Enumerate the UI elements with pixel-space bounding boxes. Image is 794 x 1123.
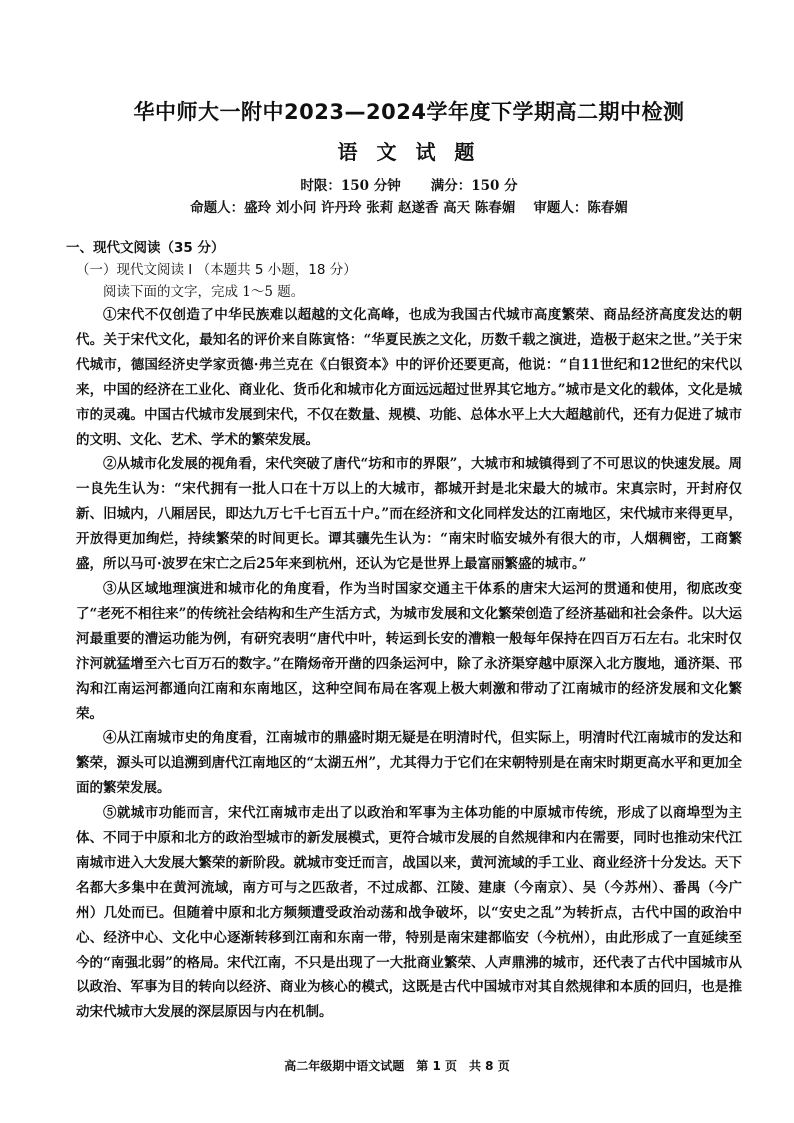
time-limit: 时限：150 分钟 [300, 178, 401, 194]
page-footer: 高二年级期中语文试题 第 1 页 共 8 页 [284, 1059, 510, 1073]
paragraph-1: ①宋代不仅创造了中华民族难以超越的文化高峰，也成为我国古代城市高度繁荣、商品经济高度发达的朝代。关于宋代文化，最知名的评价来自陈寅恪：“华夏民族之文化，历数千载之演进，造极于赵宋之世。”关于宋代城市，德国经济史学家贡德·弗兰克在《白银资本》中的评价还要更高，他说：“自11世纪和12世纪的宋代以来，中国的经济在工业化、商业化、货币化和城市化方面远远超过世界其它地方。”城市是文化的载体，文化是城市的灵魂。中国古代城市发展到宋代，不仅在数量、规模、功能、总体水平上大大超越前代，还有力促进了城市的文明、文化、艺术、学术的繁荣发展。 [76, 307, 742, 448]
paragraph-5: ⑤就城市功能而言，宋代江南城市走出了以政治和军事为主体功能的中原城市传统，形成了以商埠型为主体、不同于中原和北方的政治型城市的新发展模式，更符合城市发展的自然规律和内在需要，同时也推动宋代江南城市进入大发展大繁荣的新阶段。就城市变迁而言，战国以来，黄河流域的手工业、商业经济十分发达。天下名都大多集中在黄河流域，南方可与之匹敌者，不过成都、江陵、建康（今南京）、吴（今苏州）、番禺（今广州）几处而已。但随着中原和北方频频遭受政治动荡和战争破坏，以“安史之乱”为转折点，古代中国的政治中心、经济中心、文化中心逐渐转移到江南和东南一带，特别是南宋建都临安（今杭州），由此形成了一直延续至今的“南强北弱”的格局。宋代江南，不只是出现了一大批商业繁荣、人声鼎沸的城市，还代表了古代中国城市从以政治、军事为目的转向以经济、商业为核心的模式，这既是古代中国城市对其自然规律和本质的回归，也是推动宋代城市大发展的深层原因与内在机制。 [76, 805, 742, 1021]
authors: 命题人：盛玲 刘小问 许丹玲 张莉 赵遂香 高天 陈春媚 [190, 200, 516, 216]
paragraph-2: ②从城市化发展的视角看，宋代突破了唐代“坊和市的界限”，大城市和城镇得到了不可思议的快速发展。周一良先生认为：“宋代拥有一批人口在十万以上的大城市，都城开封是北宋最大的城市。宋真宗时，开封府仅新、旧城内，八厢居民，即达九万七千七百五十户。”而在经济和文化同样发达的江南地区，宋代城市来得更早，开放得更加绚烂，持续繁荣的时间更长。谭其骧先生认为：“南宋时临安城外有很大的市，人烟稠密，工商繁盛，所以马可·波罗在宋亡之后25年来到杭州，还认为它是世界上最富丽繁盛的城市。” [76, 456, 742, 573]
subsection-heading: （一）现代文阅读 I （本题共 5 小题，18 分） [76, 262, 357, 278]
reading-instruction: 阅读下面的文字，完成 1～5 题。 [103, 284, 305, 300]
exam-meta [76, 175, 742, 197]
exam-subject: 语 文 试 题 [337, 140, 481, 164]
section-heading: 一、现代文阅读（35 分） [66, 240, 225, 256]
full-score: 满分：150 分 [430, 178, 518, 194]
paragraph-3: ③从区域地理演进和城市化的角度看，作为当时国家交通主干体系的唐宋大运河的贯通和使用，彻底改变了“老死不相往来”的传统社会结构和生产生活方式，为城市发展和文化繁荣创造了经济基础和社会条件。以大运河最重要的漕运功能为例，有研究表明“唐代中叶，转运到长安的漕粮一般每年保持在四百万石左右。北宋时仅汴河就猛增至六七百万石的数字。”在隋炀帝开凿的四条运河中，除了永济渠穿越中原深入北方腹地，通济渠、邗沟和江南运河都通向江南和东南地区，这种空间布局在客观上极大刺激和带动了江南城市的经济发展和文化繁荣。 [76, 580, 742, 722]
exam-authors-line [76, 197, 742, 219]
paragraph-4: ④从江南城市史的角度看，江南城市的鼎盛时期无疑是在明清时代，但实际上，明清时代江南城市的发达和繁荣，源头可以追溯到唐代江南地区的“太湖五州”，尤其得力于它们在宋朝特别是在南宋时期更高水平和更加全面的繁荣发展。 [76, 730, 742, 797]
exam-title: 华中师大一附中2023—2024学年度下学期高二期中检测 [133, 100, 685, 124]
reviewer: 审题人：陈春媚 [533, 200, 628, 216]
